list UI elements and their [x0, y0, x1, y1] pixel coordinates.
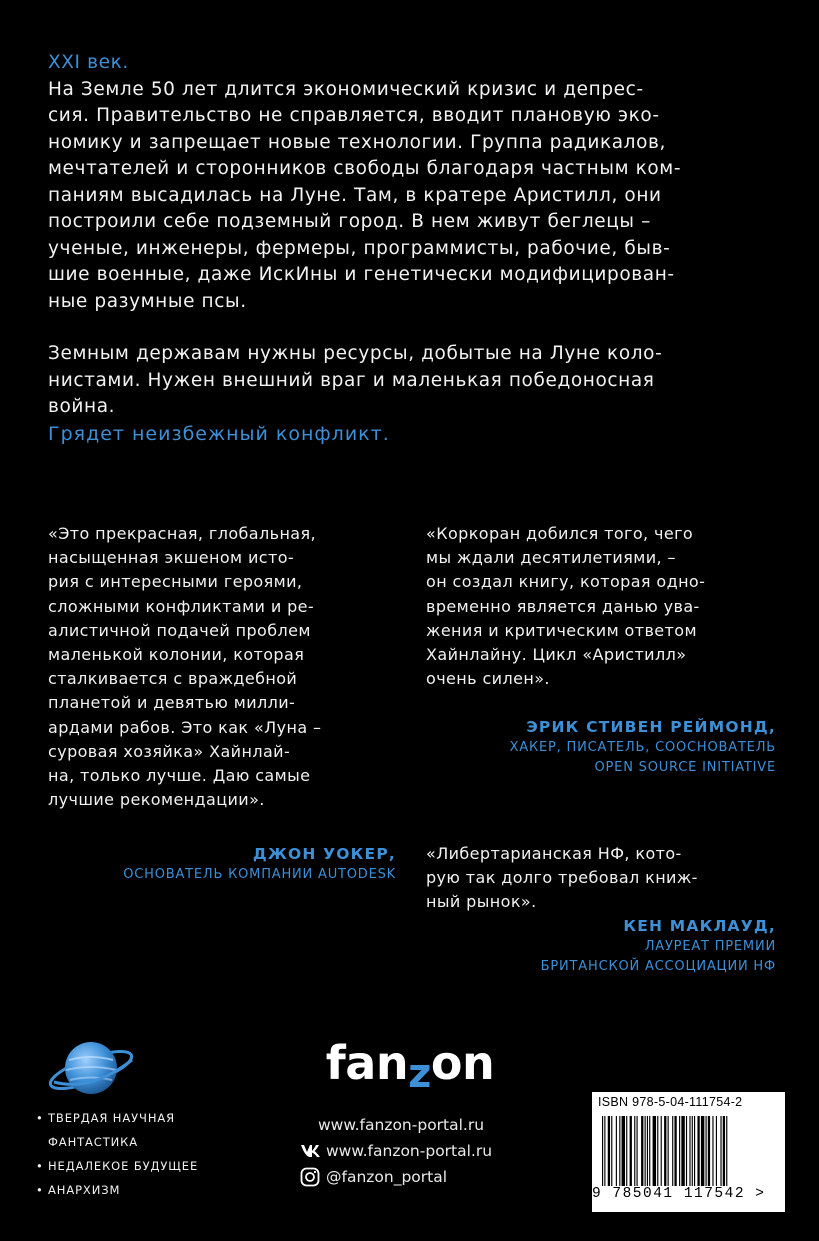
- author-role: БРИТАНСКОЙ АССОЦИАЦИИ НФ: [540, 959, 776, 974]
- barcode-bar: [681, 1116, 684, 1186]
- quote-line: рую так долго требовал книж-: [426, 868, 698, 888]
- quote-line: лучшие рекомендации».: [48, 790, 265, 810]
- barcode-bar: [708, 1116, 710, 1186]
- synopsis-paragraph-1: [48, 77, 778, 316]
- quote-line: очень силен».: [426, 669, 550, 689]
- barcode-bar: [626, 1116, 627, 1186]
- genre-item: [36, 1178, 276, 1202]
- synopsis: [48, 50, 778, 447]
- genre-list: [36, 1106, 276, 1202]
- barcode-bar: [645, 1116, 646, 1186]
- vk-link[interactable]: www.fanzon-portal.ru: [326, 1142, 493, 1160]
- barcode-bar: [630, 1116, 632, 1186]
- site-link-row: [300, 1112, 520, 1138]
- quote-line: ный рынок».: [426, 892, 537, 912]
- synopsis-line: война.: [48, 396, 116, 417]
- barcode-bar: [720, 1116, 721, 1186]
- quote-line: мы ждали десятилетиями, –: [426, 548, 676, 568]
- quote-line: на, только лучше. Даю самые: [48, 766, 311, 786]
- publisher-logo: [300, 1036, 520, 1097]
- isbn-digits: 9 785041 117542 >: [592, 1186, 766, 1202]
- synopsis-line: мечтателей и сторонников свободы благодаря частным ком-: [48, 158, 682, 179]
- barcode-bar: [672, 1116, 673, 1186]
- barcode-bar: [616, 1116, 617, 1186]
- barcode-bar: [608, 1116, 610, 1186]
- quote-line: временно является данью ува-: [426, 596, 700, 616]
- quote-line: насыщенная экшеном исто-: [48, 548, 295, 568]
- author-role: ЛАУРЕАТ ПРЕМИИ: [644, 939, 776, 954]
- barcode-bar: [653, 1116, 656, 1186]
- synopsis-line: нистами. Нужен внешний враг и маленькая победоносная: [48, 369, 655, 391]
- barcode-bar: [723, 1116, 725, 1186]
- barcode-bar: [637, 1116, 638, 1186]
- quote-line: маленькой колонии, которая: [48, 645, 305, 665]
- genre-item-continuation: ФАНТАСТИКА: [48, 1135, 138, 1149]
- quote-line: Хайнлайну. Цикл «Аристилл»: [426, 645, 687, 665]
- barcode-bar: [619, 1116, 620, 1186]
- genre-label: ТВЕРДАЯ НАУЧНАЯ: [48, 1111, 176, 1125]
- author-name: ДЖОН УОКЕР,: [252, 845, 396, 863]
- barcode-bar: [686, 1116, 687, 1186]
- synopsis-line: На Земле 50 лет длится экономический кризис и депрес-: [48, 78, 644, 100]
- barcode-bar: [674, 1116, 676, 1186]
- quote-line: сталкивается с враждебной: [48, 669, 298, 689]
- synopsis-line: ученые, инженеры, фермеры, программисты, рабочие, быв-: [48, 237, 671, 259]
- barcode-bar: [641, 1116, 643, 1186]
- quote-walker: [48, 522, 396, 812]
- site-link[interactable]: www.fanzon-portal.ru: [318, 1116, 485, 1134]
- author-role: ОСНОВАТЕЛЬ КОМПАНИИ AUTODESK: [123, 867, 396, 882]
- barcode-bar: [657, 1116, 658, 1186]
- barcode-bar: [694, 1116, 695, 1186]
- quote-line: рия с интересными героями,: [48, 572, 303, 592]
- quote-line: ардами рабов. Это как «Луна –: [48, 717, 322, 737]
- barcode-bar: [622, 1116, 625, 1186]
- quote-line: планетой и девятью милли-: [48, 693, 296, 713]
- quote-line: жения и критическим ответом: [426, 620, 697, 640]
- barcode-bar: [697, 1116, 699, 1186]
- quote-line: «Это прекрасная, глобальная,: [48, 524, 317, 543]
- barcode-bar: [706, 1116, 707, 1186]
- barcode-bar: [649, 1116, 650, 1186]
- quote-macleod: [426, 842, 776, 915]
- bullet-icon: •: [36, 1183, 44, 1197]
- synopsis-line: шие военные, даже ИскИны и генетически модифицирован-: [48, 264, 675, 285]
- author-name: КЕН МАКЛАУД,: [623, 917, 776, 935]
- synopsis-paragraph-2: [48, 341, 778, 421]
- quote-line: сложными конфликтами и ре-: [48, 596, 315, 616]
- author-name: ЭРИК СТИВЕН РЕЙМОНД,: [526, 718, 776, 736]
- barcode-bar: [647, 1116, 648, 1186]
- genre-label: АНАРХИЗМ: [48, 1183, 121, 1197]
- synopsis-title: XXI век.: [48, 52, 129, 73]
- instagram-link[interactable]: @fanzon_portal: [326, 1168, 448, 1186]
- tagline: Грядет неизбежный конфликт.: [48, 422, 390, 445]
- synopsis-line: паниям высадилась на Луне. Там, в кратере Аристилл, они: [48, 184, 662, 206]
- synopsis-line: ные разумные псы.: [48, 290, 247, 312]
- barcode-bar: [604, 1116, 605, 1186]
- barcode-bar: [668, 1116, 669, 1186]
- quote-line: суровая хозяйка» Хайнлай-: [48, 741, 291, 761]
- barcode-bar: [716, 1116, 717, 1186]
- barcode-bars: [600, 1116, 778, 1186]
- genre-item: [36, 1154, 276, 1178]
- barcode-bar: [679, 1116, 680, 1186]
- barcode-bar: [689, 1116, 690, 1186]
- barcode-bar: [611, 1116, 612, 1186]
- bullet-icon: •: [36, 1111, 44, 1125]
- quote-line: «Коркоран добился того, чего: [426, 524, 694, 543]
- quote-author-raymond: [426, 716, 776, 778]
- quote-raymond: [426, 522, 776, 691]
- vk-link-row: [300, 1138, 520, 1164]
- logo-z: z: [408, 1051, 431, 1097]
- planet-icon: [46, 1030, 136, 1106]
- quote-line: он создал книгу, которая одно-: [426, 572, 706, 592]
- author-role: ХАКЕР, ПИСАТЕЛЬ, СООСНОВАТЕЛЬ: [509, 740, 776, 755]
- barcode-bar: [726, 1116, 727, 1186]
- logo-text: on: [430, 1036, 495, 1090]
- isbn-barcode: [592, 1092, 785, 1212]
- synopsis-line: Земным державам нужны ресурсы, добытые на Луне коло-: [48, 343, 663, 364]
- barcode-bar: [701, 1116, 704, 1186]
- publisher-links: [300, 1112, 520, 1190]
- bullet-icon: •: [36, 1159, 44, 1173]
- synopsis-line: номику и запрещает новые технологии. Группа радикалов,: [48, 131, 666, 153]
- barcode-bar: [712, 1116, 713, 1186]
- barcode-bar: [664, 1116, 666, 1186]
- logo-text: fan: [325, 1036, 409, 1090]
- synopsis-line: сия. Правительство не справляется, вводит плановую эко-: [48, 105, 660, 126]
- author-role: OPEN SOURCE INITIATIVE: [594, 760, 776, 775]
- barcode-bar: [634, 1116, 635, 1186]
- barcode-bar: [692, 1116, 693, 1186]
- barcode-bar: [602, 1116, 603, 1186]
- quote-line: алистичной подачей проблем: [48, 620, 311, 640]
- genre-item: [36, 1106, 276, 1130]
- vk-icon: [300, 1144, 326, 1158]
- synopsis-line: построили себе подземный город. В нем живут беглецы –: [48, 211, 651, 232]
- genre-label: НЕДАЛЕКОЕ БУДУЩЕЕ: [48, 1159, 199, 1173]
- quote-author-walker: [48, 843, 396, 885]
- isbn-label: ISBN 978-5-04-111754-2: [598, 1095, 743, 1109]
- instagram-link-row: [300, 1164, 520, 1190]
- instagram-icon: [300, 1167, 326, 1187]
- barcode-bar: [661, 1116, 662, 1186]
- quote-line: «Либертарианская НФ, кото-: [426, 844, 682, 863]
- quote-author-macleod: [426, 915, 776, 977]
